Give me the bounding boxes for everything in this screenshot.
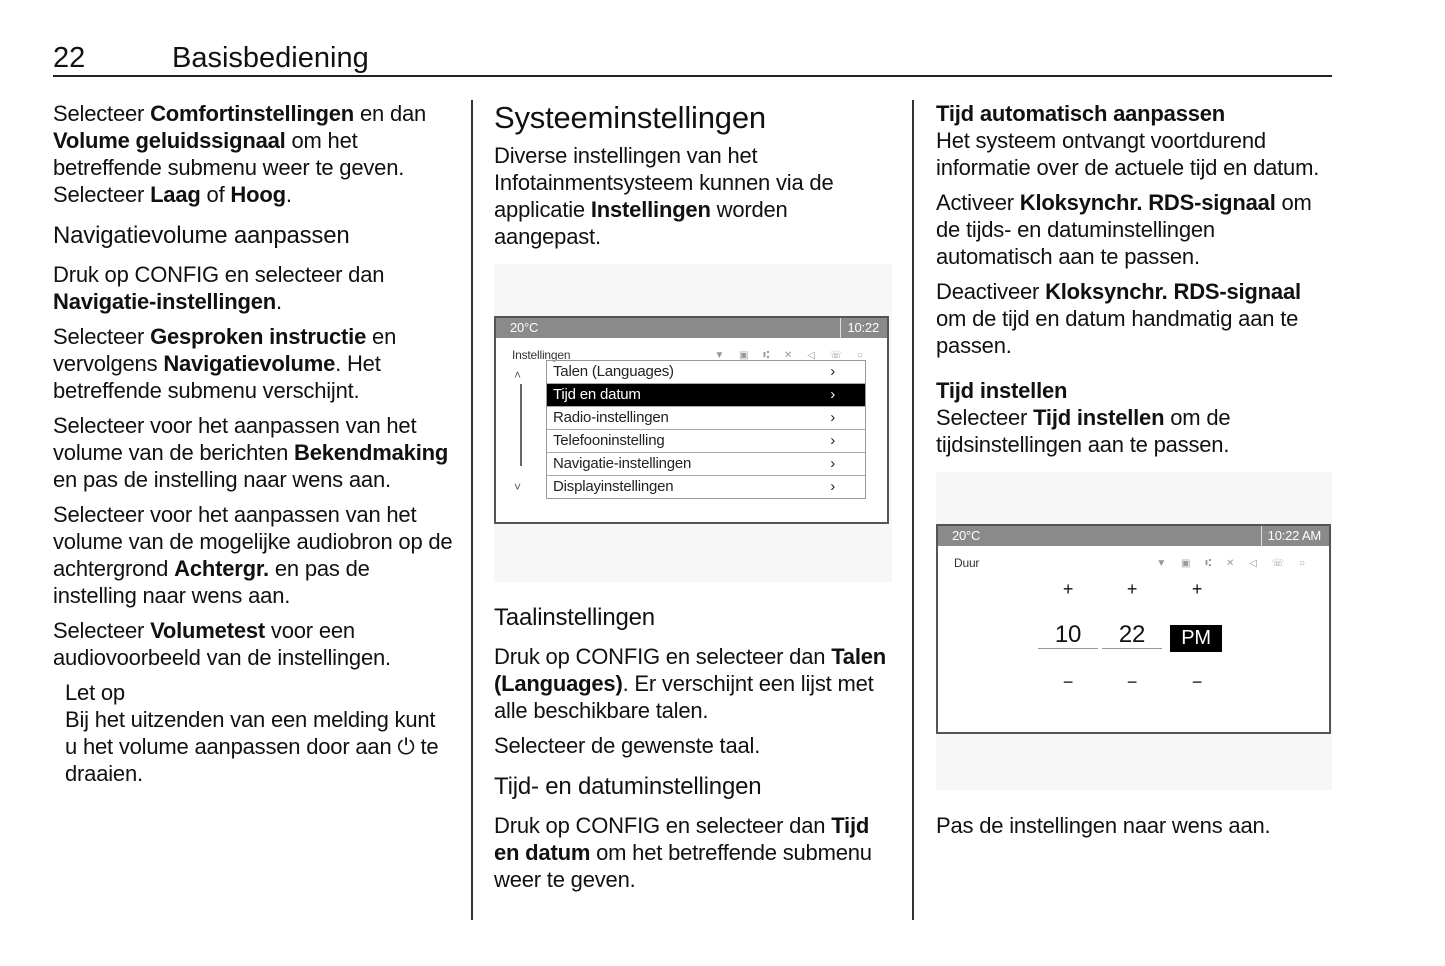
chevron-right-icon: › (830, 478, 835, 495)
hour-increase-button[interactable]: + (1062, 579, 1074, 599)
text-run: Selecteer (53, 618, 151, 643)
bold-term: Talen (Languages) (494, 644, 887, 696)
bold-term: Achtergr. (174, 556, 269, 581)
paragraph (936, 812, 1336, 839)
header-rule (53, 75, 1332, 77)
status-bar (938, 526, 1329, 546)
note-text (65, 706, 445, 787)
screen-title-text: Instellingen (512, 348, 571, 362)
scroll-up-icon[interactable]: ˄ (514, 368, 521, 382)
text-run: Druk op CONFIG en selecteer dan (494, 644, 832, 669)
menu-item-label: Radio-instellingen (553, 409, 669, 426)
text-run: Druk op CONFIG en selecteer dan (494, 813, 832, 838)
text-run: Diverse instellingen van het Infotainmentsysteem kunnen via de applicatie (494, 143, 834, 222)
hour-decrease-button[interactable]: − (1062, 672, 1074, 692)
bold-term: Volume geluidssignaal (53, 128, 286, 153)
menu-item-selected[interactable] (547, 384, 865, 407)
section-heading: Systeeminstellingen (494, 100, 766, 135)
text-run: Selecteer voor het aanpassen van het volume van de mogelijke audiobron op de achtergrond (53, 502, 453, 581)
paragraph (53, 261, 453, 315)
menu-item-label: Displayinstellingen (553, 478, 674, 495)
bold-term: Bekendmaking (294, 440, 449, 465)
screenshot-time-setting (936, 472, 1332, 790)
hour-value[interactable]: 10 (1038, 621, 1098, 649)
bold-term: Navigatie-instellingen (53, 289, 276, 314)
note-box (53, 679, 453, 787)
paragraph (53, 323, 453, 404)
chevron-right-icon: › (830, 386, 835, 403)
text-run: Selecteer de gewenste taal. (494, 733, 761, 758)
page-title: Basisbediening (172, 42, 369, 74)
temperature: 20°C (952, 528, 981, 543)
text-run: Druk op CONFIG en selecteer dan (53, 262, 385, 287)
paragraph (53, 501, 453, 609)
bold-term: Volumetest (150, 618, 266, 643)
screen-title (938, 546, 1329, 570)
status-icons: ▼ ▣ ⑆ ✕ ◁ ☏ ○ (1156, 558, 1311, 569)
text-run: en pas de instelling naar wens aan. (53, 556, 370, 608)
text-run: . (285, 182, 292, 207)
menu-item-label: Talen (Languages) (553, 363, 674, 380)
chevron-right-icon: › (830, 455, 835, 472)
bold-term: Comfortinstellingen (150, 101, 355, 126)
text-run: om de tijd en datum handmatig aan te passen. (936, 306, 1299, 358)
menu-item-label: Tijd en datum (553, 386, 641, 403)
text-run: Activeer (936, 190, 1020, 215)
paragraph (53, 100, 453, 208)
text-run: Pas de instellingen naar wens aan. (936, 813, 1271, 838)
text-run: voor een audiovoorbeeld van de instellingen. (53, 618, 391, 670)
clock: 10:22 (840, 318, 879, 338)
scroll-down-icon[interactable]: ˅ (514, 480, 521, 494)
infotainment-screen (936, 524, 1331, 734)
chevron-right-icon: › (830, 409, 835, 426)
menu-item[interactable] (547, 453, 865, 476)
paragraph (936, 278, 1336, 359)
menu-item-label: Telefooninstelling (553, 432, 665, 449)
status-bar (496, 318, 887, 338)
bold-term: Kloksynchr. RDS-signaal (1019, 190, 1276, 215)
text-run: Het systeem ontvangt voortdurend informatie over de actuele tijd en datum. (936, 128, 1320, 180)
text-run: worden aangepast. (494, 197, 788, 249)
paragraph (53, 617, 453, 671)
paragraph (494, 643, 894, 724)
paragraph (936, 404, 1336, 458)
minute-value[interactable]: 22 (1102, 621, 1162, 649)
text-run: om de tijdsinstellingen aan te passen. (936, 405, 1231, 457)
paragraph (494, 142, 894, 250)
text-run: . Het betreffende submenu verschijnt. (53, 351, 381, 403)
section-heading: Taalinstellingen (494, 604, 655, 631)
bold-term: Hoog (230, 182, 286, 207)
screen-title-text: Duur (954, 556, 980, 570)
settings-menu (546, 360, 866, 499)
chevron-right-icon: › (830, 432, 835, 449)
column-3 (936, 100, 1336, 847)
menu-item[interactable] (547, 361, 865, 384)
scrollbar[interactable] (520, 384, 522, 466)
text-run: Selecteer (53, 101, 151, 126)
note-title: Let op (65, 680, 125, 705)
text-run: Selecteer (53, 324, 151, 349)
bold-term: Tijd instellen (1033, 405, 1165, 430)
menu-item-label: Navigatie-instellingen (553, 455, 692, 472)
column-1 (53, 100, 453, 795)
text-run: om het betreffende submenu weer te geven. Selecteer (53, 128, 405, 207)
text-run: Bij het uitzenden van een melding kunt u het volume aanpassen door aan ⏻ te draaien. (65, 707, 439, 786)
column-2 (494, 100, 894, 901)
temperature: 20°C (510, 320, 539, 335)
bold-term: Instellingen (590, 197, 711, 222)
screen-title (496, 338, 887, 362)
ampm-value[interactable]: PM (1170, 625, 1222, 652)
bold-term: Tijd en datum (494, 813, 870, 865)
menu-item[interactable] (547, 476, 865, 498)
subheading: Tijd instellen (936, 378, 1068, 403)
text-run: Selecteer voor het aanpassen van het volume van de berichten (53, 413, 417, 465)
minute-increase-button[interactable]: + (1126, 579, 1138, 599)
section-heading: Navigatievolume aanpassen (53, 222, 350, 249)
text-run: . (275, 289, 282, 314)
minute-decrease-button[interactable]: − (1126, 672, 1138, 692)
ampm-increase-button[interactable]: + (1191, 579, 1203, 599)
page-number: 22 (53, 42, 86, 74)
paragraph (53, 412, 453, 493)
text-run: om de tijds- en datuminstellingen automatisch aan te passen. (936, 190, 1312, 269)
text-run: of (200, 182, 231, 207)
ampm-decrease-button[interactable]: − (1191, 672, 1203, 692)
text-run: Deactiveer (936, 279, 1046, 304)
status-icons: ▼ ▣ ⑆ ✕ ◁ ☏ ○ (714, 350, 869, 361)
paragraph (936, 189, 1336, 270)
screenshot-settings-menu (494, 264, 892, 582)
column-divider (912, 100, 914, 920)
text-run: om het betreffende submenu weer te geven. (494, 840, 872, 892)
section-heading: Tijd- en datuminstellingen (494, 773, 762, 800)
text-run: en pas de instelling naar wens aan. (53, 467, 391, 492)
bold-term: Laag (150, 182, 201, 207)
chevron-right-icon: › (830, 363, 835, 380)
bold-term: Navigatievolume (163, 351, 336, 376)
paragraph (494, 812, 894, 893)
bold-term: Kloksynchr. RDS-signaal (1045, 279, 1301, 304)
menu-item[interactable] (547, 430, 865, 453)
paragraph (936, 127, 1336, 181)
column-divider (471, 100, 473, 920)
paragraph (494, 732, 894, 759)
text-run: en dan (354, 101, 427, 126)
text-run: en vervolgens (53, 324, 397, 376)
clock: 10:22 AM (1261, 526, 1321, 546)
infotainment-screen (494, 316, 889, 524)
text-run: . Er verschijnt een lijst met alle beschikbare talen. (494, 671, 874, 723)
menu-item[interactable] (547, 407, 865, 430)
text-run: Selecteer (936, 405, 1034, 430)
bold-term: Gesproken instructie (150, 324, 367, 349)
subheading: Tijd automatisch aanpassen (936, 101, 1226, 126)
